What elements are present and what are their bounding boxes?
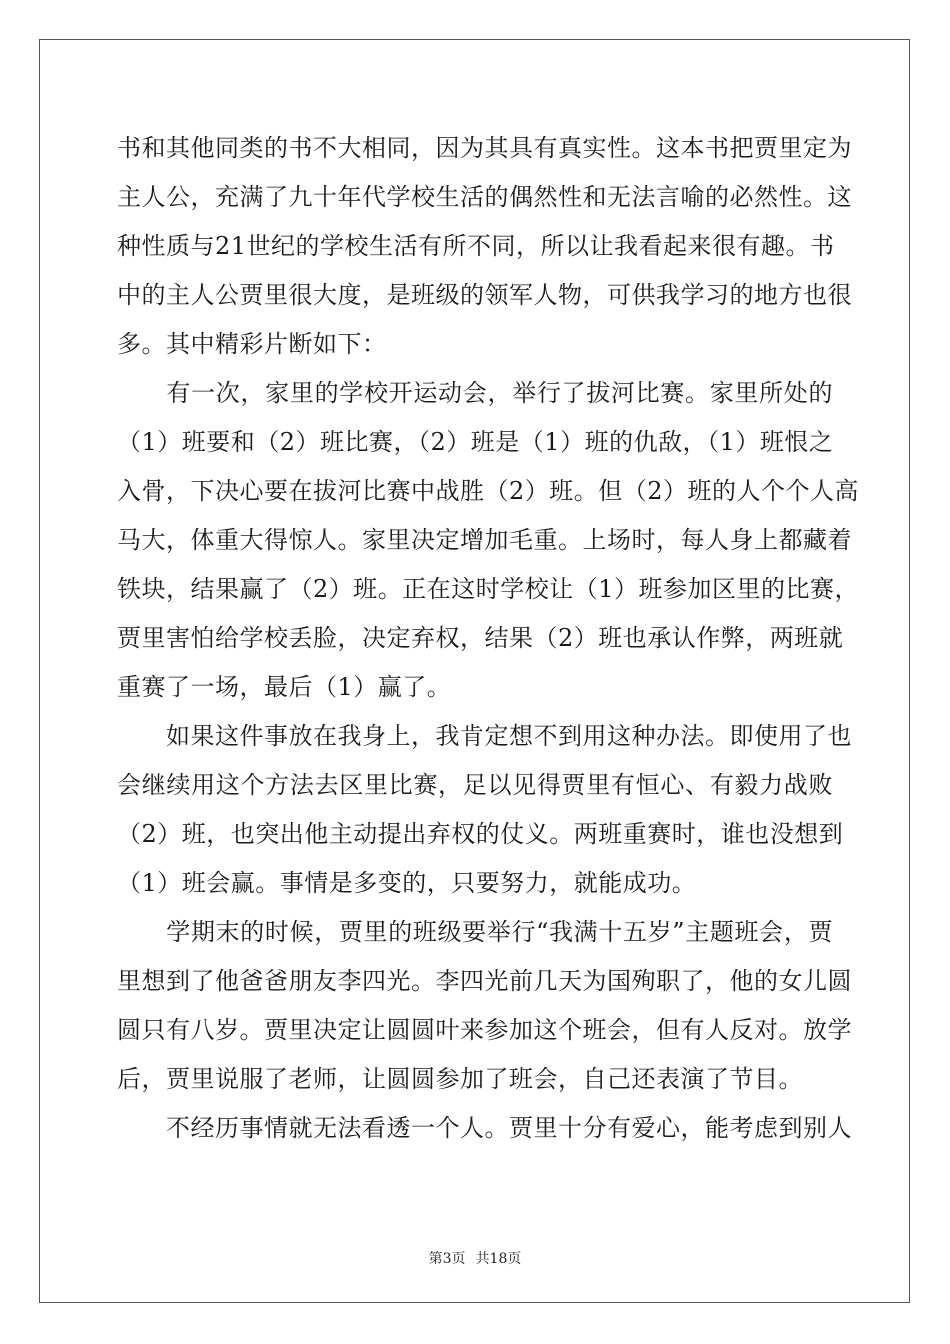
current-page-number: 第3页 <box>428 1251 466 1267</box>
text-line: 马大，体重大得惊人。家里决定增加毛重。上场时，每人身上都藏着 <box>117 526 852 554</box>
text-line: 里想到了他爸爸朋友李四光。李四光前几天为国殉职了，他的女儿圆 <box>117 967 852 995</box>
text-line: 多。其中精彩片断如下： <box>117 330 387 358</box>
text-line: 入骨，下决心要在拔河比赛中战胜（2）班。但（2）班的人个个人高 <box>117 477 860 505</box>
text-line: 中的主人公贾里很大度，是班级的领军人物，可供我学习的地方也很 <box>117 281 852 309</box>
text-line: 不经历事情就无法看透一个人。贾里十分有爱心，能考虑到别人 <box>117 1114 852 1142</box>
text-line: 学期末的时候，贾里的班级要举行“我满十五岁”主题班会，贾 <box>117 918 833 946</box>
text-line: 有一次，家里的学校开运动会，举行了拔河比赛。家里所处的 <box>117 379 833 407</box>
text-line: （1）班要和（2）班比赛，（2）班是（1）班的仇敌，（1）班恨之 <box>117 428 834 456</box>
total-page-count: 共18页 <box>475 1251 522 1267</box>
text-line: 后，贾里说服了老师，让圆圆参加了班会，自己还表演了节目。 <box>117 1065 803 1093</box>
page-footer <box>0 1248 950 1268</box>
text-line: 会继续用这个方法去区里比赛，足以见得贾里有恒心、有毅力战败 <box>117 771 833 799</box>
text-line: 贾里害怕给学校丢脸，决定弃权，结果（2）班也承认作弊，两班就 <box>117 624 844 652</box>
text-line: 种性质与21世纪的学校生活有所不同，所以让我看起来很有趣。书 <box>117 232 835 260</box>
text-line: 主人公，充满了九十年代学校生活的偶然性和无法言喻的必然性。这 <box>117 183 852 211</box>
text-line: 铁块，结果赢了（2）班。正在这时学校让（1）班参加区里的比赛， <box>117 575 860 603</box>
document-body <box>117 124 860 1153</box>
text-line: 圆只有八岁。贾里决定让圆圆叶来参加这个班会，但有人反对。放学 <box>117 1016 852 1044</box>
text-line: 重赛了一场，最后（1）赢了。 <box>117 673 452 701</box>
text-line: （2）班，也突出他主动提出弃权的仗义。两班重赛时，谁也没想到 <box>117 820 844 848</box>
text-line: （1）班会赢。事情是多变的，只要努力，就能成功。 <box>117 869 697 897</box>
text-line: 书和其他同类的书不大相同，因为其具有真实性。这本书把贾里定为 <box>117 134 852 162</box>
text-line: 如果这件事放在我身上，我肯定想不到用这种办法。即使用了也 <box>117 722 852 750</box>
